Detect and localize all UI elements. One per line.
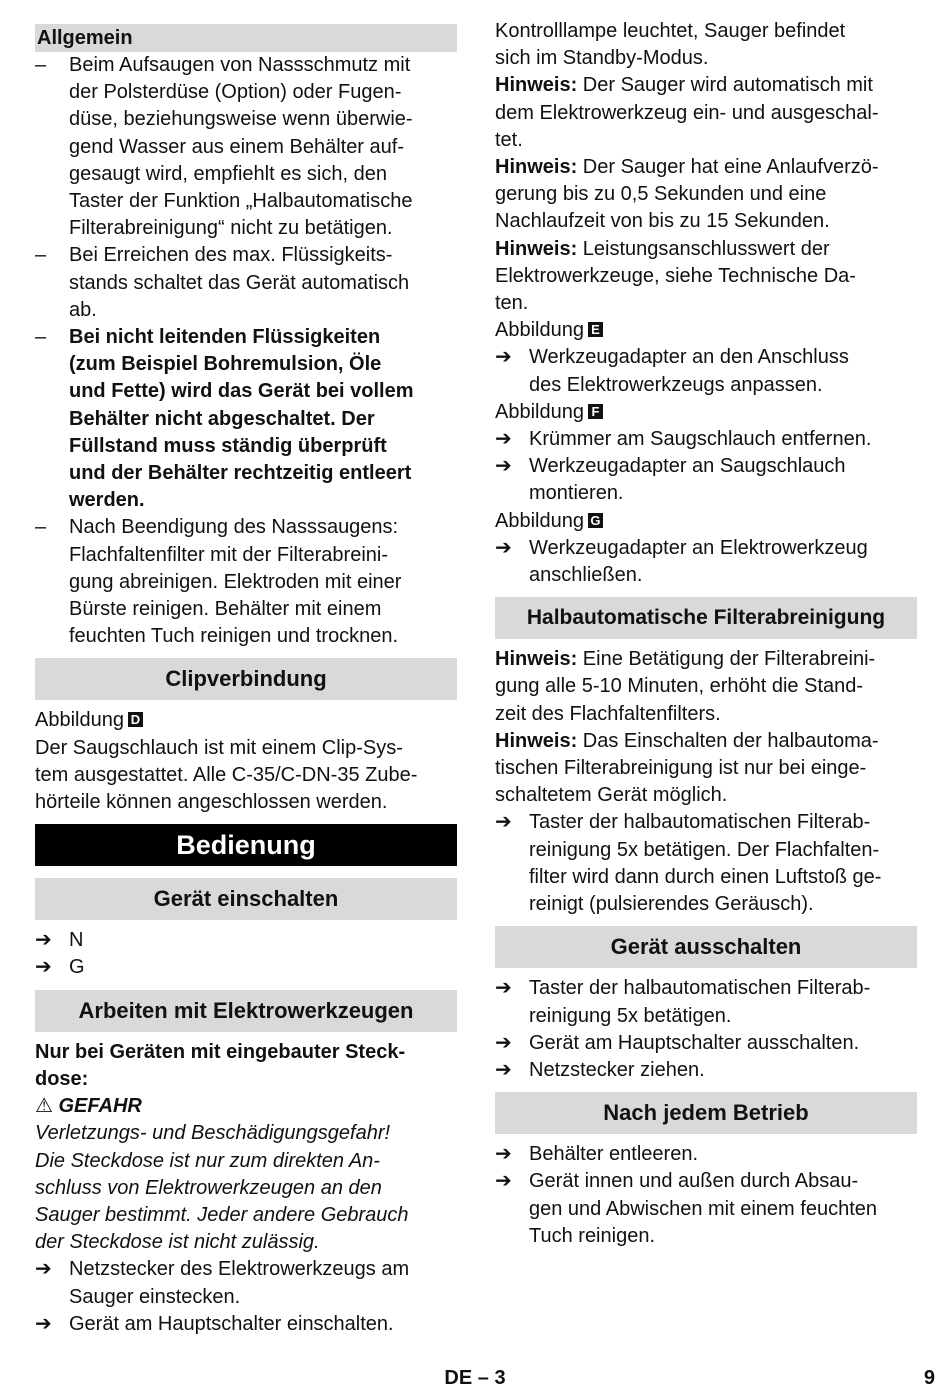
item-line: Behälter entleeren.: [529, 1143, 699, 1166]
item-line: Werkzeugadapter an den Anschluss: [529, 346, 849, 369]
section-heading-elektrowerkzeuge: Arbeiten mit Elektrowerkzeugen: [35, 990, 457, 1032]
allgemein-list: [35, 52, 457, 650]
ausschalten-steps: [495, 975, 917, 1084]
item-line: Bürste reinigen. Behälter mit einem: [69, 598, 382, 621]
item-line: reinigung 5x betätigen. Der Flachfalten-: [529, 838, 880, 861]
note-line: [495, 646, 917, 673]
elektro-steps: [35, 1256, 457, 1338]
hinweis-note: [495, 236, 917, 318]
dash-marker: –: [35, 516, 47, 539]
item-line: Beim Aufsaugen von Nassschmutz mit: [69, 54, 411, 76]
hinweis-label: Hinweis:: [495, 156, 578, 179]
note-line: Nachlaufzeit von bis zu 15 Sekunden.: [495, 210, 830, 233]
list-item: [35, 52, 457, 242]
arrow-icon: ➔: [495, 346, 512, 369]
item-line: des Elektrowerkzeugs anpassen.: [529, 373, 823, 396]
arrow-icon: ➔: [35, 956, 52, 979]
arrow-icon: ➔: [495, 1143, 512, 1166]
item-line: gung abreinigen. Elektroden mit einer: [69, 570, 402, 593]
step-item: [35, 1256, 457, 1310]
item-line: montieren.: [529, 482, 624, 505]
note-text: Der Sauger wird automatisch mit: [577, 74, 873, 97]
item-line: Gerät innen und außen durch Absau-: [529, 1170, 859, 1193]
note-line: [495, 154, 917, 181]
hinweis-note: [495, 728, 917, 810]
note-line: zeit des Flachfaltenfilters.: [495, 702, 721, 725]
item-line: gend Wasser aus einem Behälter auf-: [69, 135, 404, 158]
item-line: (zum Beispiel Bohremulsion, Öle: [69, 353, 382, 376]
list-item: [35, 242, 457, 324]
section-heading-geraet-einschalten: Gerät einschalten: [35, 878, 457, 920]
item-line: reinigt (pulsierendes Geräusch).: [529, 893, 814, 916]
figure-label: Abbildung: [35, 709, 124, 732]
clip-description: [35, 735, 457, 817]
note-line: [495, 728, 917, 755]
text-line: hörteile können angeschlossen werden.: [35, 791, 388, 814]
list-item: [35, 514, 457, 650]
section-heading-nach-jedem-betrieb: Nach jedem Betrieb: [495, 1092, 917, 1134]
item-line: Netzstecker ziehen.: [529, 1058, 705, 1081]
step-item: [495, 975, 917, 1029]
text-line: sich im Standby-Modus.: [495, 47, 709, 70]
dash-marker: –: [35, 326, 47, 349]
step-item: [495, 809, 917, 918]
figure-f-steps: [495, 426, 917, 508]
item-line: Taster der halbautomatischen Filterab-: [529, 977, 871, 1000]
standby-text: [495, 18, 917, 72]
note-line: schaltetem Gerät möglich.: [495, 784, 728, 807]
step-item: [35, 1311, 457, 1338]
figure-g-steps: [495, 535, 917, 589]
text-line: schluss von Elektrowerkzeugen an den: [35, 1176, 382, 1199]
text-line: Die Steckdose ist nur zum direkten An-: [35, 1149, 380, 1172]
item-line: Werkzeugadapter an Elektrowerkzeug: [529, 536, 868, 559]
einschalten-steps: [35, 927, 457, 981]
hinweise-group-2: [495, 646, 917, 809]
step-item: [495, 344, 917, 398]
item-line: und Fette) wird das Gerät bei vollem: [69, 380, 414, 403]
item-line: gesaugt wird, empfiehlt es sich, den: [69, 162, 387, 185]
step-item: [35, 927, 457, 954]
socket-note: [35, 1039, 457, 1093]
note-line: Elektrowerkzeuge, siehe Technische Da-: [495, 264, 856, 287]
item-line: feuchten Tuch reinigen und trocknen.: [69, 625, 399, 648]
step-item: [495, 535, 917, 589]
arrow-icon: ➔: [495, 1170, 512, 1193]
step-item: [495, 1030, 917, 1057]
arrow-icon: ➔: [495, 811, 512, 834]
item-line: Taster der Funktion „Halbautomatische: [69, 190, 413, 213]
item-line: Werkzeugadapter an Saugschlauch: [529, 455, 846, 478]
item-line: Krümmer am Saugschlauch entfernen.: [529, 428, 872, 451]
item-line: Filterabreinigung“ nicht zu betätigen.: [69, 217, 393, 240]
figure-reference-f: Abbildung F: [495, 399, 917, 426]
text-line: dose:: [35, 1067, 89, 1090]
note-line: tischen Filterabreinigung ist nur bei einge-: [495, 757, 867, 780]
item-line: und der Behälter rechtzeitig entleert: [69, 462, 412, 485]
item-line: Gerät am Hauptschalter ausschalten.: [529, 1031, 860, 1054]
item-line: Sauger einstecken.: [69, 1285, 241, 1308]
note-line: tet.: [495, 128, 523, 151]
step-item: [495, 1141, 917, 1168]
note-line: [495, 72, 917, 99]
step-item: [495, 1168, 917, 1250]
hinweise-group-1: [495, 72, 917, 317]
item-line: Füllstand muss ständig überprüft: [69, 434, 387, 457]
footer-language-page: DE – 3: [444, 1367, 506, 1389]
note-text: Das Einschalten der halbautoma-: [577, 729, 879, 752]
note-line: ten.: [495, 292, 529, 315]
dash-marker: –: [35, 54, 47, 76]
item-line: Gerät am Hauptschalter einschalten.: [69, 1312, 394, 1335]
step-item: [495, 426, 917, 453]
item-line: gen und Abwischen mit einem feuchten: [529, 1197, 877, 1220]
step-item: [495, 1057, 917, 1084]
section-heading-clipverbindung: Clipverbindung: [35, 658, 457, 700]
figure-letter-icon: F: [588, 404, 603, 419]
arrow-icon: ➔: [35, 1312, 52, 1335]
text-line: Kontrolllampe leuchtet, Sauger befindet: [495, 20, 846, 42]
item-line: Tuch reinigen.: [529, 1224, 655, 1247]
text-line: Der Saugschlauch ist mit einem Clip-Sys-: [35, 736, 403, 759]
arrow-icon: ➔: [495, 1031, 512, 1054]
hinweis-note: [495, 154, 917, 236]
right-column: [495, 18, 917, 1250]
note-line: [495, 236, 917, 263]
chapter-heading-bedienung: Bedienung: [35, 824, 457, 866]
list-item: [35, 324, 457, 514]
figure-letter-icon: E: [588, 322, 603, 337]
text-line: der Steckdose ist nicht zulässig.: [35, 1231, 320, 1254]
figure-letter-icon: G: [588, 513, 603, 528]
item-line: N: [69, 929, 84, 952]
note-line: gung alle 5-10 Minuten, erhöht die Stand-: [495, 675, 864, 698]
item-line: der Polsterdüse (Option) oder Fugen-: [69, 81, 402, 104]
danger-label: ⚠ GEFAHR: [35, 1095, 142, 1118]
hinweis-label: Hinweis:: [495, 648, 578, 671]
left-column: [35, 18, 457, 1338]
arrow-icon: ➔: [35, 1258, 52, 1281]
arrow-icon: ➔: [35, 929, 52, 952]
item-line: stands schaltet das Gerät automatisch: [69, 271, 410, 294]
item-line: ab.: [69, 298, 97, 321]
step-item: [495, 453, 917, 507]
item-line: anschließen.: [529, 564, 643, 587]
section-heading-allgemein: Allgemein: [35, 24, 457, 52]
arrow-icon: ➔: [495, 977, 512, 1000]
item-line: düse, beziehungsweise wenn überwie-: [69, 108, 413, 131]
note-text: Leistungsanschlusswert der: [577, 237, 830, 260]
item-line: filter wird dann durch einen Luftstoß ge-: [529, 865, 882, 888]
betrieb-steps: [495, 1141, 917, 1250]
item-line: werden.: [69, 489, 145, 512]
note-line: gerung bis zu 0,5 Sekunden und eine: [495, 183, 827, 206]
hinweis-label: Hinweis:: [495, 74, 578, 97]
arrow-icon: ➔: [495, 428, 512, 451]
hinweis-label: Hinweis:: [495, 729, 578, 752]
figure-e-steps: [495, 344, 917, 398]
filterabreinigung-steps: [495, 809, 917, 918]
arrow-icon: ➔: [495, 455, 512, 478]
hinweis-label: Hinweis:: [495, 237, 578, 260]
note-text: Der Sauger hat eine Anlaufverzö-: [577, 156, 879, 179]
item-line: Behälter nicht abgeschaltet. Der: [69, 407, 375, 430]
text-line: tem ausgestattet. Alle C-35/C-DN-35 Zube-: [35, 763, 418, 786]
warning-icon: ⚠: [35, 1095, 53, 1118]
section-heading-filterabreinigung: Halbautomatische Filterabreinigung: [495, 597, 917, 639]
item-line: Netzstecker des Elektrowerkzeugs am: [69, 1258, 410, 1281]
figure-reference: [35, 707, 457, 734]
item-line: Flachfaltenfilter mit der Filterabreini-: [69, 543, 388, 566]
text-line: Nur bei Geräten mit eingebauter Steck-: [35, 1040, 406, 1063]
item-line: G: [69, 956, 85, 979]
hinweis-note: [495, 72, 917, 154]
figure-reference-e: Abbildung E: [495, 317, 917, 344]
note-text: Eine Betätigung der Filterabreini-: [577, 648, 876, 671]
section-heading-geraet-ausschalten: Gerät ausschalten: [495, 926, 917, 968]
text-line: Sauger bestimmt. Jeder andere Gebrauch: [35, 1203, 409, 1226]
arrow-icon: ➔: [495, 536, 512, 559]
figure-letter-icon: D: [128, 712, 143, 727]
step-item: [35, 954, 457, 981]
dash-marker: –: [35, 244, 47, 267]
arrow-icon: ➔: [495, 1058, 512, 1081]
text-line: Verletzungs- und Beschädigungsgefahr!: [35, 1122, 391, 1145]
item-line: Bei nicht leitenden Flüssigkeiten: [69, 326, 381, 349]
item-line: reinigung 5x betätigen.: [529, 1004, 732, 1027]
item-line: Nach Beendigung des Nasssaugens:: [69, 516, 399, 539]
figure-reference-g: Abbildung G: [495, 508, 917, 535]
item-line: Taster der halbautomatischen Filterab-: [529, 811, 871, 834]
page-number: 9: [923, 1367, 935, 1389]
hinweis-note: [495, 646, 917, 728]
note-line: dem Elektrowerkzeug ein- und ausgeschal-: [495, 101, 879, 124]
danger-text: [35, 1120, 457, 1256]
item-line: Bei Erreichen des max. Flüssigkeits-: [69, 244, 393, 267]
